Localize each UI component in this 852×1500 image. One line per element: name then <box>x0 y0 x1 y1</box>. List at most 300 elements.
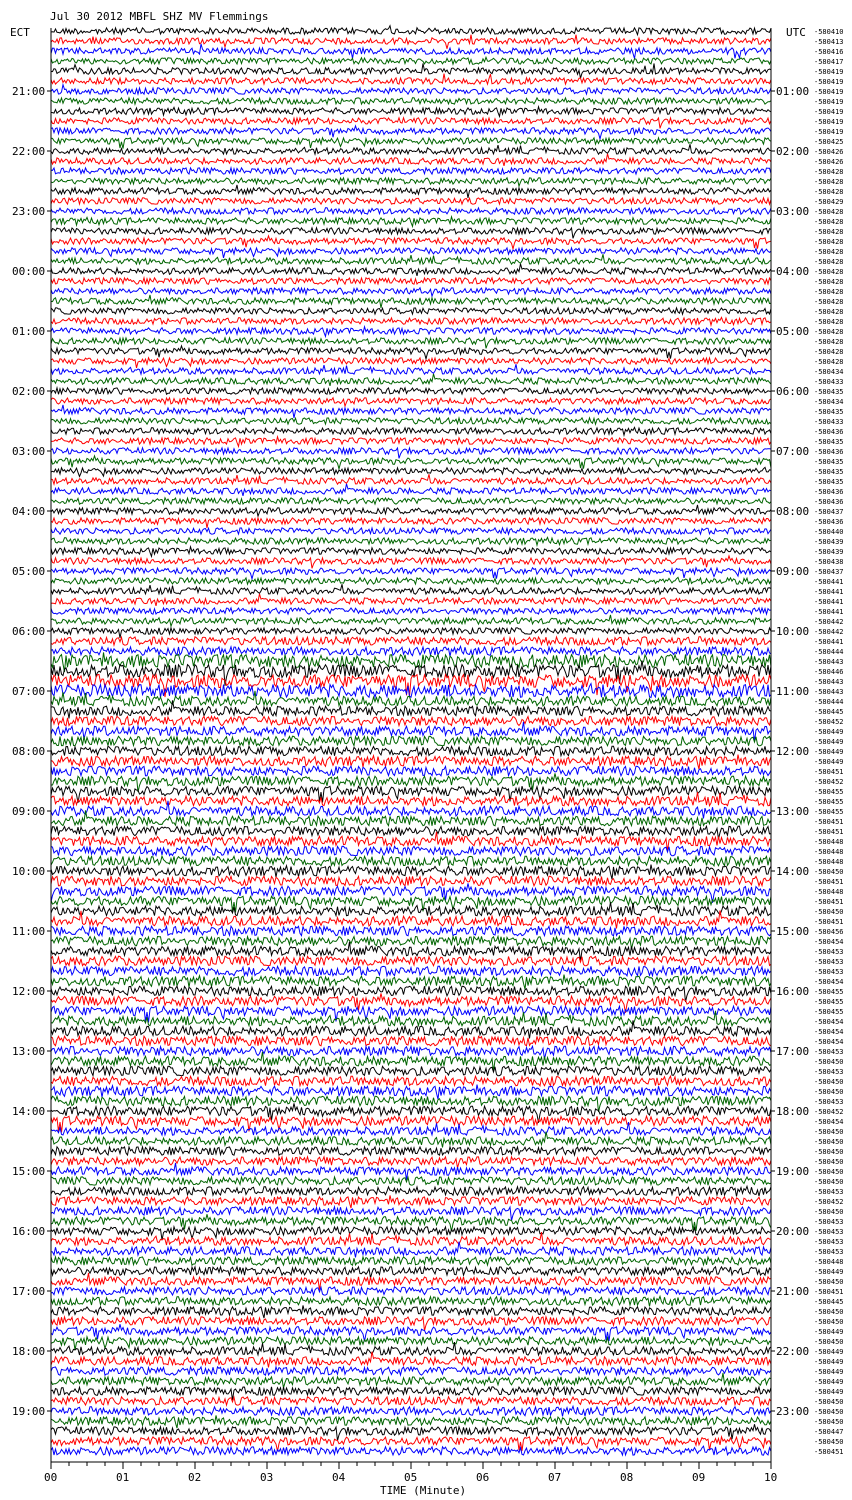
right-axis-label: UTC <box>786 26 806 39</box>
trace-amplitude-label: -580436 <box>814 518 844 526</box>
trace-line <box>51 85 771 94</box>
trace-amplitude-label: -580428 <box>814 358 844 366</box>
trace-amplitude-label: -580450 <box>814 868 844 876</box>
trace-amplitude-label: -580453 <box>814 1238 844 1246</box>
left-hour-label: 01:00 <box>12 325 46 338</box>
trace-line <box>51 1352 771 1368</box>
trace-amplitude-label: -580444 <box>814 648 844 656</box>
trace-amplitude-label: -580453 <box>814 1188 844 1196</box>
trace-amplitude-label: -580428 <box>814 298 844 306</box>
trace-line <box>51 1296 771 1306</box>
trace-amplitude-label: -580455 <box>814 808 844 816</box>
trace-line <box>51 518 771 528</box>
trace-line <box>51 846 771 856</box>
trace-amplitude-label: -580441 <box>814 588 844 596</box>
trace-line <box>51 198 771 204</box>
trace-amplitude-label: -580453 <box>814 1218 844 1226</box>
trace-amplitude-label: -580453 <box>814 1068 844 1076</box>
trace-amplitude-label: -580454 <box>814 1018 844 1026</box>
trace-amplitude-label: -580419 <box>814 108 844 116</box>
trace-line <box>51 98 771 104</box>
trace-line <box>51 484 771 496</box>
trace-line <box>51 716 771 726</box>
trace-amplitude-label: -580437 <box>814 508 844 516</box>
trace-amplitude-label: -580428 <box>814 238 844 246</box>
trace-line <box>51 1076 771 1086</box>
trace-amplitude-label: -580449 <box>814 1268 844 1276</box>
trace-amplitude-label: -580428 <box>814 338 844 346</box>
trace-amplitude-label: -580455 <box>814 798 844 806</box>
trace-line <box>51 374 771 386</box>
trace-amplitude-label: -580428 <box>814 278 844 286</box>
x-tick-label: 08 <box>620 1471 634 1484</box>
trace-amplitude-label: -580428 <box>814 208 844 216</box>
trace-line <box>51 646 771 656</box>
trace-amplitude-label: -580413 <box>814 38 844 46</box>
x-tick-label: 00 <box>44 1471 58 1484</box>
trace-amplitude-label: -580437 <box>814 568 844 576</box>
trace-line <box>51 107 771 117</box>
trace-line <box>51 358 771 368</box>
trace-line <box>51 308 771 314</box>
trace-line <box>51 547 771 557</box>
trace-line <box>51 577 771 584</box>
trace-line <box>51 1177 771 1185</box>
trace-line <box>51 615 771 626</box>
trace-line <box>51 1397 771 1405</box>
trace-line <box>51 398 771 406</box>
trace-amplitude-label: -580450 <box>814 1278 844 1286</box>
trace-line <box>51 966 771 976</box>
trace-amplitude-label: -580441 <box>814 598 844 606</box>
trace-amplitude-label: -580450 <box>814 1148 844 1156</box>
trace-line <box>51 1324 771 1341</box>
trace-amplitude-label: -580442 <box>814 618 844 626</box>
trace-amplitude-label: -580436 <box>814 488 844 496</box>
trace-line <box>51 746 771 756</box>
trace-amplitude-label: -580452 <box>814 718 844 726</box>
trace-line <box>51 1415 771 1428</box>
trace-amplitude-label: -580450 <box>814 1438 844 1446</box>
trace-line <box>51 57 771 64</box>
seismic-traces <box>51 26 771 1456</box>
right-hour-label: 17:00 <box>776 1045 810 1058</box>
right-hour-label: 15:00 <box>776 925 810 938</box>
trace-amplitude-label: -580451 <box>814 878 844 886</box>
trace-amplitude-label: -580449 <box>814 1368 844 1376</box>
trace-amplitude-label: -580454 <box>814 1038 844 1046</box>
right-hour-label: 01:00 <box>776 85 810 98</box>
trace-amplitude-label: -580435 <box>814 408 844 416</box>
left-hour-label: 00:00 <box>12 265 46 278</box>
trace-line <box>51 556 771 568</box>
trace-line <box>51 154 771 166</box>
trace-line <box>51 427 771 435</box>
left-hour-label: 18:00 <box>12 1345 46 1358</box>
trace-line <box>51 63 771 78</box>
trace-line <box>51 364 771 374</box>
trace-line <box>51 584 771 594</box>
trace-amplitude-label: -580451 <box>814 828 844 836</box>
trace-amplitude-label: -580435 <box>814 438 844 446</box>
x-tick-label: 09 <box>692 1471 706 1484</box>
trace-amplitude-label: -580428 <box>814 268 844 276</box>
trace-amplitude-label: -580428 <box>814 218 844 226</box>
trace-amplitude-label: -580450 <box>814 1308 844 1316</box>
right-hour-label: 09:00 <box>776 565 810 578</box>
trace-amplitude-label: -580450 <box>814 1058 844 1066</box>
trace-line <box>51 26 771 35</box>
trace-amplitude-label: -580419 <box>814 118 844 126</box>
right-hour-label: 14:00 <box>776 865 810 878</box>
trace-line <box>51 144 771 154</box>
right-hour-label: 10:00 <box>776 625 810 638</box>
trace-line <box>51 1036 771 1046</box>
left-hour-label: 12:00 <box>12 985 46 998</box>
trace-line <box>51 1367 771 1375</box>
trace-amplitude-label: -580448 <box>814 1258 844 1266</box>
trace-amplitude-label: -580435 <box>814 468 844 476</box>
trace-amplitude-label: -580428 <box>814 318 844 326</box>
trace-amplitude-label: -580449 <box>814 1358 844 1366</box>
trace-line <box>51 346 771 359</box>
trace-line <box>51 722 771 742</box>
x-axis-label: TIME (Minute) <box>380 1484 467 1497</box>
trace-amplitude-label: -580455 <box>814 998 844 1006</box>
left-hour-label: 03:00 <box>12 445 46 458</box>
trace-amplitude-label: -580452 <box>814 1108 844 1116</box>
trace-line <box>51 766 771 776</box>
right-hour-label: 23:00 <box>776 1405 810 1418</box>
trace-line <box>51 832 771 852</box>
trace-amplitude-label: -580436 <box>814 428 844 436</box>
right-hour-label: 05:00 <box>776 325 810 338</box>
trace-line <box>51 700 771 718</box>
trace-amplitude-label: -580438 <box>814 558 844 566</box>
x-tick-label: 01 <box>116 1471 130 1484</box>
trace-amplitude-label: -580446 <box>814 668 844 676</box>
trace-amplitude-label: -580455 <box>814 988 844 996</box>
trace-amplitude-label: -580450 <box>814 1088 844 1096</box>
trace-amplitude-label: -580450 <box>814 1408 844 1416</box>
trace-amplitude-label: -580439 <box>814 538 844 546</box>
chart-title: Jul 30 2012 MBFL SHZ MV Flemmings <box>50 10 269 23</box>
trace-amplitude-label: -580426 <box>814 158 844 166</box>
trace-amplitude-label: -580453 <box>814 1248 844 1256</box>
trace-amplitude-label: -580428 <box>814 308 844 316</box>
trace-line <box>51 1387 771 1400</box>
trace-line <box>51 876 771 886</box>
trace-line <box>51 826 771 839</box>
right-hour-label: 19:00 <box>776 1165 810 1178</box>
trace-amplitude-label: -580449 <box>814 748 844 756</box>
trace-line <box>51 217 771 227</box>
trace-line <box>51 594 771 606</box>
trace-line <box>51 1122 771 1135</box>
trace-amplitude-label: -580450 <box>814 1128 844 1136</box>
trace-line <box>51 74 771 85</box>
trace-line <box>51 1342 771 1355</box>
trace-line <box>51 327 771 337</box>
x-tick-label: 03 <box>260 1471 274 1484</box>
trace-amplitude-label: -580448 <box>814 848 844 856</box>
trace-amplitude-label: -580455 <box>814 1008 844 1016</box>
trace-amplitude-label: -580436 <box>814 448 844 456</box>
trace-line <box>51 1287 771 1295</box>
left-hour-label: 09:00 <box>12 805 46 818</box>
trace-line <box>51 405 771 418</box>
trace-line <box>51 1232 771 1245</box>
left-hour-label: 02:00 <box>12 385 46 398</box>
trace-line <box>51 388 771 394</box>
trace-amplitude-label: -580426 <box>814 148 844 156</box>
trace-amplitude-label: -580448 <box>814 888 844 896</box>
trace-amplitude-label: -580454 <box>814 938 844 946</box>
trace-amplitude-label: -580419 <box>814 88 844 96</box>
right-hour-label: 08:00 <box>776 505 810 518</box>
trace-amplitude-label: -580428 <box>814 248 844 256</box>
left-hour-label: 07:00 <box>12 685 46 698</box>
trace-line <box>51 1147 771 1155</box>
trace-line <box>51 637 771 645</box>
trace-amplitude-label: -580416 <box>814 48 844 56</box>
right-hour-label: 18:00 <box>776 1105 810 1118</box>
trace-line <box>51 1085 771 1100</box>
trace-amplitude-label: -580435 <box>814 388 844 396</box>
trace-amplitude-label: -580429 <box>814 198 844 206</box>
trace-amplitude-label: -580436 <box>814 498 844 506</box>
trace-amplitude-label: -580428 <box>814 228 844 236</box>
trace-line <box>51 1186 771 1196</box>
trace-amplitude-label: -580450 <box>814 1178 844 1186</box>
trace-amplitude-label: -580434 <box>814 398 844 406</box>
trace-amplitude-label: -580451 <box>814 768 844 776</box>
trace-amplitude-label: -580449 <box>814 738 844 746</box>
x-tick-label: 05 <box>404 1471 418 1484</box>
trace-amplitude-label: -580428 <box>814 188 844 196</box>
trace-amplitude-label: -580443 <box>814 688 844 696</box>
trace-amplitude-label: -580441 <box>814 578 844 586</box>
left-hour-label: 14:00 <box>12 1105 46 1118</box>
trace-line <box>51 993 771 1012</box>
x-tick-label: 02 <box>188 1471 202 1484</box>
right-hour-label: 02:00 <box>776 145 810 158</box>
trace-amplitude-label: -580428 <box>814 328 844 336</box>
trace-line <box>51 474 771 484</box>
trace-line <box>51 295 771 308</box>
right-hour-label: 20:00 <box>776 1225 810 1238</box>
trace-amplitude-label: -580453 <box>814 1228 844 1236</box>
trace-amplitude-label: -580449 <box>814 758 844 766</box>
trace-line <box>51 608 771 614</box>
trace-line <box>51 628 771 638</box>
trace-amplitude-label: -580455 <box>814 788 844 796</box>
trace-amplitude-label: -580439 <box>814 548 844 556</box>
trace-line <box>51 437 771 447</box>
left-hour-label: 10:00 <box>12 865 46 878</box>
left-hour-label: 13:00 <box>12 1045 46 1058</box>
trace-amplitude-label: -580449 <box>814 1378 844 1386</box>
trace-line <box>51 505 771 516</box>
right-hour-label: 03:00 <box>776 205 810 218</box>
x-tick-label: 04 <box>332 1471 346 1484</box>
x-axis-ticks <box>44 1462 777 1484</box>
trace-line <box>51 1406 771 1416</box>
trace-amplitude-label: -580419 <box>814 128 844 136</box>
trace-amplitude-label: -580419 <box>814 68 844 76</box>
trace-amplitude-label: -580445 <box>814 708 844 716</box>
left-hour-label: 06:00 <box>12 625 46 638</box>
trace-amplitude-label: -580435 <box>814 478 844 486</box>
right-hour-label: 06:00 <box>776 385 810 398</box>
trace-line <box>51 126 771 139</box>
trace-amplitude-label: -580452 <box>814 778 844 786</box>
left-hour-label: 04:00 <box>12 505 46 518</box>
trace-amplitude-label: -580453 <box>814 1048 844 1056</box>
trace-line <box>51 35 771 49</box>
x-tick-label: 10 <box>764 1471 778 1484</box>
left-hour-label: 11:00 <box>12 925 46 938</box>
right-hour-label: 11:00 <box>776 685 810 698</box>
trace-amplitude-label: -580450 <box>814 1318 844 1326</box>
left-axis-label: ECT <box>10 26 30 39</box>
trace-amplitude-label: -580450 <box>814 1168 844 1176</box>
trace-amplitude-label: -580444 <box>814 698 844 706</box>
trace-amplitude-label: -580428 <box>814 178 844 186</box>
trace-amplitude-label: -580435 <box>814 458 844 466</box>
trace-amplitude-label: -580450 <box>814 1338 844 1346</box>
left-hour-label: 23:00 <box>12 205 46 218</box>
trace-amplitude-label: -580453 <box>814 968 844 976</box>
trace-amplitude-label: -580449 <box>814 728 844 736</box>
trace-amplitude-label: -580451 <box>814 1448 844 1456</box>
trace-amplitude-label: -580450 <box>814 1158 844 1166</box>
trace-amplitude-label: -580428 <box>814 288 844 296</box>
trace-amplitude-label: -580451 <box>814 898 844 906</box>
right-hour-labels <box>771 85 809 1418</box>
trace-amplitude-label: -580447 <box>814 1428 844 1436</box>
trace-line <box>51 168 771 174</box>
left-hour-label: 05:00 <box>12 565 46 578</box>
trace-amplitude-label: -580456 <box>814 928 844 936</box>
trace-amplitude-label: -580451 <box>814 818 844 826</box>
trace-line <box>51 1305 771 1318</box>
trace-line <box>51 178 771 186</box>
trace-amplitude-label: -580410 <box>814 28 844 36</box>
trace-line <box>51 208 771 215</box>
trace-line <box>51 498 771 504</box>
trace-amplitude-label: -580452 <box>814 1198 844 1206</box>
trace-amplitude-label: -580443 <box>814 678 844 686</box>
trace-amplitude-label: -580441 <box>814 638 844 646</box>
left-hour-label: 08:00 <box>12 745 46 758</box>
trace-line <box>51 902 771 916</box>
trace-amplitude-label: -580450 <box>814 1078 844 1086</box>
trace-amplitude-label: -580450 <box>814 1138 844 1146</box>
trace-amplitude-label: -580417 <box>814 58 844 66</box>
trace-line <box>51 456 771 469</box>
trace-line <box>51 1195 771 1208</box>
trace-amplitude-label: -580451 <box>814 1288 844 1296</box>
trace-line <box>51 537 771 545</box>
trace-amplitude-label: -580428 <box>814 348 844 356</box>
trace-amplitude-label: -580450 <box>814 908 844 916</box>
trace-line <box>51 986 771 1002</box>
trace-amplitude-label: -580450 <box>814 1418 844 1426</box>
trace-amplitude-label: -580449 <box>814 1328 844 1336</box>
trace-line <box>51 418 771 424</box>
trace-amplitude-label: -580443 <box>814 658 844 666</box>
left-hour-label: 17:00 <box>12 1285 46 1298</box>
trace-line <box>51 467 771 476</box>
trace-line <box>51 1257 771 1265</box>
trace-line <box>51 228 771 239</box>
left-hour-label: 16:00 <box>12 1225 46 1238</box>
trace-line <box>51 856 771 866</box>
trace-amplitude-label: -580449 <box>814 1388 844 1396</box>
trace-amplitude-label: -580448 <box>814 838 844 846</box>
right-hour-label: 12:00 <box>776 745 810 758</box>
left-hour-label: 19:00 <box>12 1405 46 1418</box>
trace-amplitude-label: -580448 <box>814 858 844 866</box>
trace-amplitude-label: -580433 <box>814 378 844 386</box>
trace-line <box>51 185 771 198</box>
right-hour-label: 04:00 <box>776 265 810 278</box>
trace-amplitude-label: -580433 <box>814 418 844 426</box>
trace-line <box>51 528 771 534</box>
left-hour-label: 22:00 <box>12 145 46 158</box>
trace-line <box>51 1267 771 1278</box>
trace-amplitude-label: -580428 <box>814 168 844 176</box>
right-hour-label: 16:00 <box>776 985 810 998</box>
trace-amplitude-label: -580434 <box>814 368 844 376</box>
trace-amplitude-label: -580453 <box>814 1098 844 1106</box>
trace-amplitude-label: -580453 <box>814 948 844 956</box>
trace-line <box>51 236 771 249</box>
trace-line <box>51 288 771 296</box>
trace-amplitude-label: -580450 <box>814 1208 844 1216</box>
trace-line <box>51 1116 771 1132</box>
trace-line <box>51 278 771 284</box>
trace-line <box>51 736 771 746</box>
trace-amplitude-label: -580450 <box>814 1398 844 1406</box>
trace-line <box>51 568 771 579</box>
right-hour-label: 13:00 <box>776 805 810 818</box>
right-hour-label: 22:00 <box>776 1345 810 1358</box>
trace-line <box>51 1446 771 1455</box>
trace-line <box>51 254 771 264</box>
left-hour-labels <box>12 85 51 1418</box>
right-hour-label: 07:00 <box>776 445 810 458</box>
trace-amplitude-labels <box>814 28 844 1456</box>
trace-line <box>51 926 771 936</box>
trace-amplitude-label: -580445 <box>814 1298 844 1306</box>
x-tick-label: 06 <box>476 1471 490 1484</box>
trace-line <box>51 118 771 129</box>
trace-line <box>51 338 771 349</box>
trace-amplitude-label: -580442 <box>814 628 844 636</box>
trace-amplitude-label: -580419 <box>814 98 844 106</box>
trace-amplitude-label: -580454 <box>814 1028 844 1036</box>
trace-line <box>51 317 771 325</box>
trace-line <box>51 1066 771 1076</box>
trace-line <box>51 44 771 59</box>
trace-amplitude-label: -580440 <box>814 528 844 536</box>
trace-amplitude-label: -580425 <box>814 138 844 146</box>
trace-amplitude-label: -580441 <box>814 608 844 616</box>
trace-amplitude-label: -580428 <box>814 258 844 266</box>
trace-line <box>51 264 771 276</box>
